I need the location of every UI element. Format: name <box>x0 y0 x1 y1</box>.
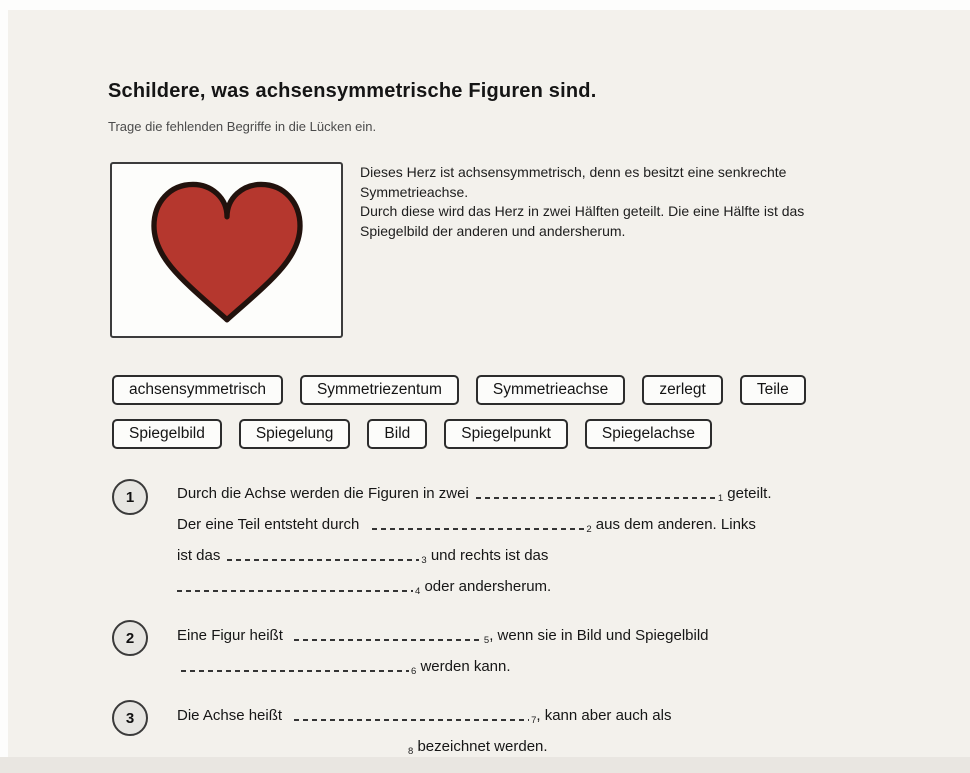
line-text: aus dem anderen. Links <box>591 516 756 533</box>
line-text: bezeichnet werden. <box>413 738 548 755</box>
word-chip-achsensymmetrisch[interactable]: achsensymmetrisch <box>112 375 283 405</box>
page-subtitle: Trage die fehlenden Begriffe in die Lücken ein. <box>108 119 377 134</box>
word-chip-spiegelachse[interactable]: Spiegelachse <box>585 419 712 449</box>
blank-number: 1 <box>717 493 724 504</box>
line-text: Durch die Achse werden die Figuren in zwei <box>177 485 469 502</box>
word-chip-symmetrieachse[interactable]: Symmetrieachse <box>476 375 625 405</box>
page-left-margin <box>0 0 8 757</box>
line-text: und rechts ist das <box>426 547 549 564</box>
exercise-1 <box>177 484 772 608</box>
exercise-line <box>177 706 671 737</box>
blank-6[interactable] <box>181 660 409 672</box>
exercise-1-number-badge <box>112 479 148 515</box>
exercise-line <box>177 484 772 515</box>
exercise-line <box>177 657 709 688</box>
line-text: oder andersherum. <box>420 578 552 595</box>
word-chip-teile[interactable]: Teile <box>740 375 806 405</box>
blank-number: 2 <box>586 524 592 535</box>
blank-5[interactable] <box>294 629 482 641</box>
blank-4[interactable] <box>177 580 413 592</box>
blank-number: 3 <box>421 555 427 566</box>
exercise-number: 1 <box>125 488 135 506</box>
word-chip-spiegelung[interactable]: Spiegelung <box>239 419 351 449</box>
exercise-2 <box>177 626 709 688</box>
blank-number: 5 <box>483 635 490 646</box>
exercise-number: 3 <box>125 709 135 727</box>
exercise-3 <box>177 706 671 768</box>
exercise-3-number-badge <box>112 700 148 736</box>
blank-number: 6 <box>411 666 417 677</box>
word-chip-symmetriezentum[interactable]: Symmetriezentum <box>300 375 459 405</box>
word-chip-spiegelbild[interactable]: Spiegelbild <box>112 419 222 449</box>
word-chip-zerlegt[interactable]: zerlegt <box>642 375 723 405</box>
word-bank-row-1 <box>112 375 806 405</box>
explanation-line: Symmetrieachse. <box>360 183 469 200</box>
exercise-line <box>177 737 671 768</box>
explanation-line: Dieses Herz ist achsensymmetrisch, denn es besitzt eine senkrechte <box>360 164 787 180</box>
line-text: ist das <box>177 547 221 564</box>
blank-2[interactable] <box>372 518 584 530</box>
heart-icon <box>143 172 311 328</box>
word-bank-row-2 <box>112 419 712 449</box>
blank-3[interactable] <box>227 549 419 561</box>
page-title: Schildere, was achsensymmetrische Figuren sind. <box>108 80 597 102</box>
exercise-line <box>177 577 772 608</box>
word-chip-bild[interactable]: Bild <box>367 419 427 449</box>
page-top-margin <box>0 0 970 10</box>
blank-number: 4 <box>415 586 421 597</box>
line-text: Der eine Teil entsteht durch <box>177 516 360 533</box>
exercise-line <box>177 626 709 657</box>
line-text: , kann aber auch als <box>536 707 672 724</box>
line-text: , wenn sie in Bild und Spiegelbild <box>489 627 709 644</box>
exercise-line <box>177 515 772 546</box>
exercise-line <box>177 546 772 577</box>
word-chip-spiegelpunkt[interactable]: Spiegelpunkt <box>444 419 568 449</box>
heart-image-frame <box>110 162 343 338</box>
blank-number: 8 <box>408 746 414 757</box>
exercise-number: 2 <box>125 629 135 647</box>
exercise-2-number-badge <box>112 620 148 656</box>
explanation-line: Durch diese wird das Herz in zwei Hälften geteilt. Die eine Hälfte ist das <box>360 203 805 219</box>
explanation-paragraph <box>360 163 804 241</box>
blank-1[interactable] <box>476 487 716 499</box>
blank-number: 7 <box>531 715 537 726</box>
explanation-line: Spiegelbild der anderen und andersherum. <box>360 222 626 239</box>
line-text: Die Achse heißt <box>177 707 283 724</box>
line-text: werden kann. <box>416 658 511 675</box>
line-text: geteilt. <box>723 485 772 502</box>
line-text: Eine Figur heißt <box>177 627 283 644</box>
blank-7[interactable] <box>294 709 529 721</box>
